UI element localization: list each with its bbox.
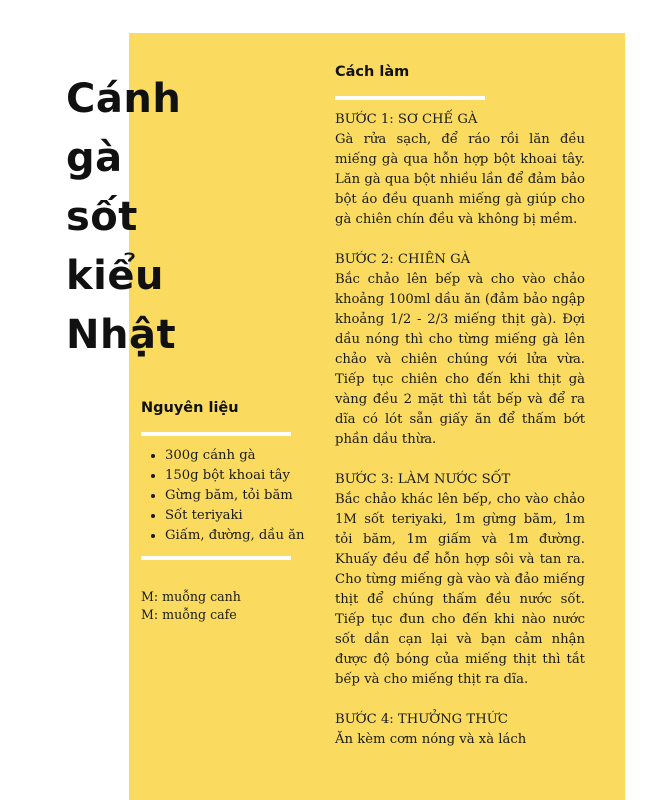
ingredients-divider-bottom [141,556,291,560]
title-line: Cánh [66,76,182,122]
step-title: BƯỚC 2: CHIÊN GÀ [335,252,471,267]
title-line: Nhật [66,312,177,358]
ingredients-heading: Nguyên liệu [141,400,239,416]
step-body: Bắc chảo khác lên bếp, cho vào chảo 1M sốt teriyaki, 1m gừng băm, 1m tỏi băm, 1m giấm và 1m đường. Khuấy đều để hỗn hợp sôi và tan ra. Cho từng miếng gà vào và đảo miếng thịt để chúng thấm đều nước sốt. Tiếp tục đun cho đến khi nào nước sốt dần cạn lại và bạn cảm nhận được độ bóng của miếng thịt thì tắt bếp và cho miếng thịt ra dĩa. [335,492,585,687]
ingredient-item: • Sốt teriyaki [165,506,365,526]
step-1 [335,110,585,230]
step-body: Gà rửa sạch, để ráo rồi lăn đều miếng gà qua hỗn hợp bột khoai tây. Lăn gà qua bột nhiều lần để đảm bảo bột áo đều quanh miếng gà giúp cho gà chiên chín đều và không bị mềm. [335,132,585,227]
step-2 [335,250,585,450]
ingredient-item: • Giấm, đường, dầu ăn [165,526,365,546]
step-title: BƯỚC 4: THƯỞNG THỨC [335,712,508,727]
ingredients-list [141,446,365,546]
ingredient-item: • Gừng băm, tỏi băm [165,486,365,506]
ingredient-item: • 150g bột khoai tây [165,466,365,486]
recipe-title [66,70,206,365]
note-line: M: muỗng cafe [141,607,237,622]
step-3 [335,470,585,690]
note-line: M: muỗng canh [141,589,241,604]
title-line: gà [66,135,123,181]
step-4 [335,710,585,750]
step-title: BƯỚC 1: SƠ CHẾ GÀ [335,112,478,127]
method-steps [335,110,585,770]
step-body: Bắc chảo lên bếp và cho vào chảo khoảng 100ml dầu ăn (đảm bảo ngập khoảng 1/2 - 2/3 miếng thịt gà). Đợi dầu nóng thì cho từng miếng gà lên chảo và chiên chúng với lửa vừa. Tiếp tục chiên cho đến khi thịt gà vàng đều 2 mặt thì tắt bếp và để ra dĩa có lót sẵn giấy ăn để thấm bớt phần dầu thừa. [335,272,585,447]
method-divider [335,96,485,100]
title-line: kiểu [66,253,164,299]
title-line: sốt [66,194,138,240]
measurement-notes [141,588,241,624]
method-heading: Cách làm [335,64,410,80]
ingredient-item: • 300g cánh gà [165,446,365,466]
step-body: Ăn kèm cơm nóng và xà lách [335,732,527,747]
step-title: BƯỚC 3: LÀM NƯỚC SỐT [335,472,511,487]
ingredients-divider-top [141,432,291,436]
